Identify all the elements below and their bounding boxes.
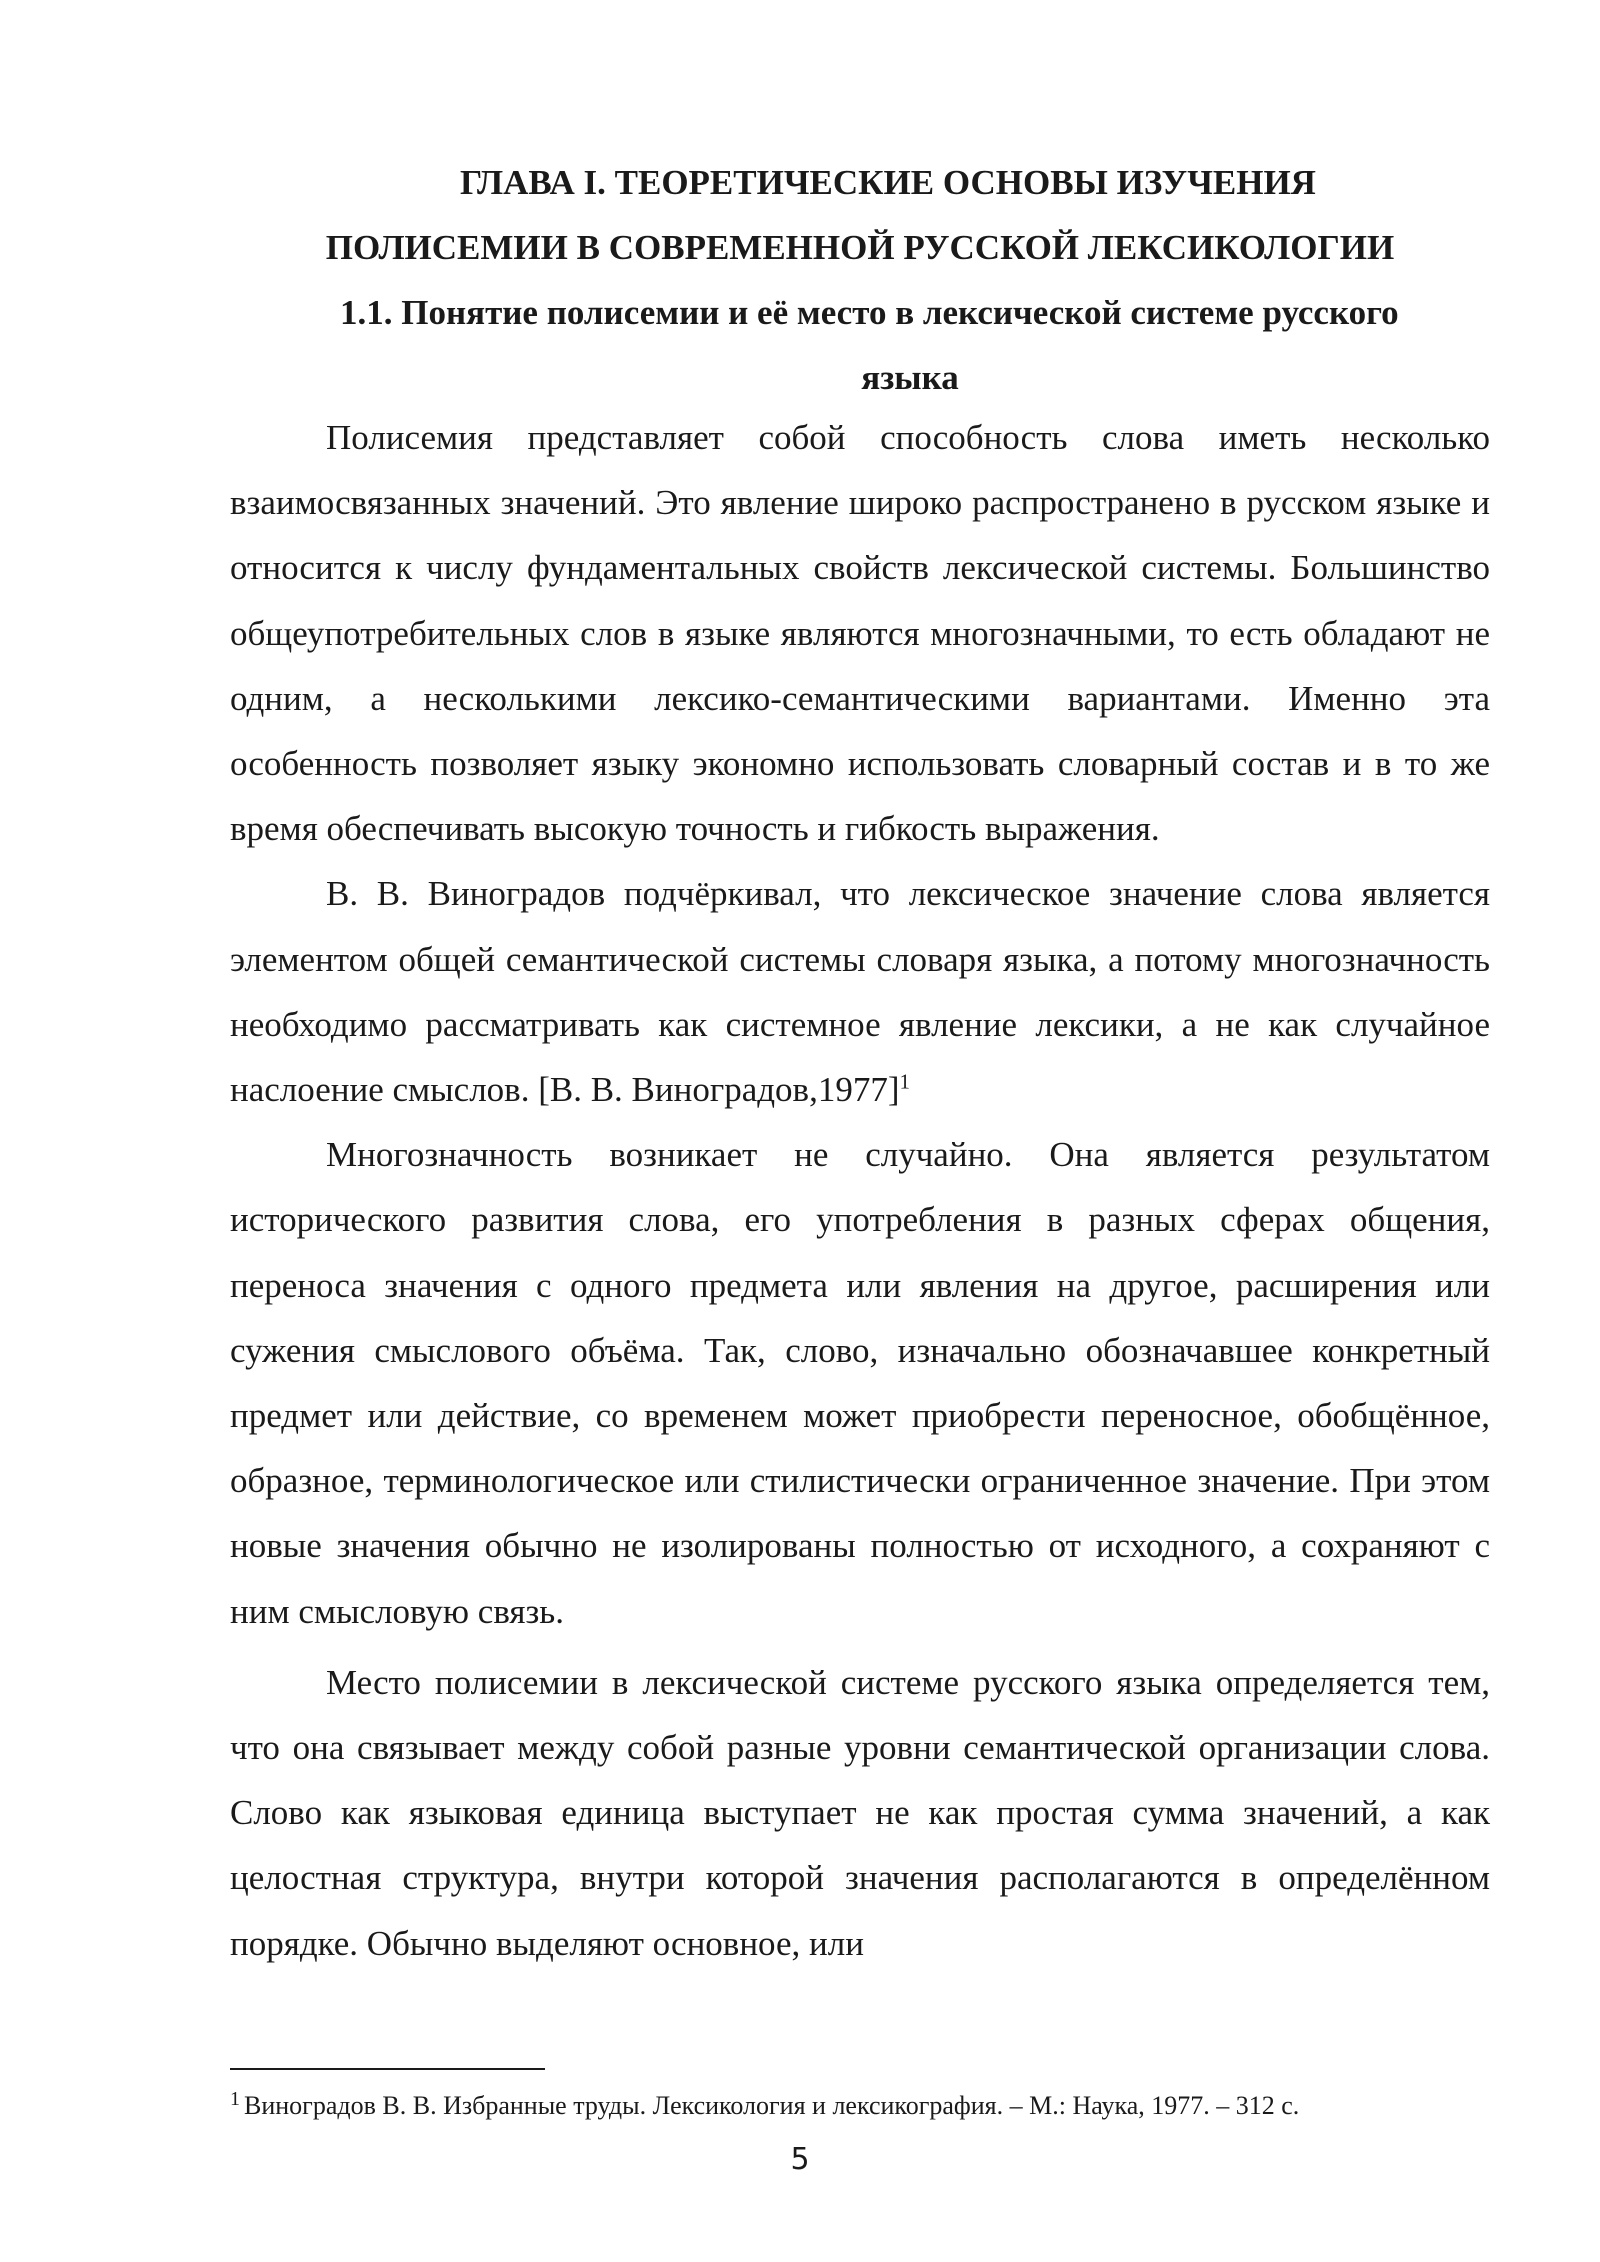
footnote (230, 2082, 1490, 2123)
footnote-reference[interactable]: 1 (899, 1069, 910, 1094)
chapter-title-line-2: ПОЛИСЕМИИ В СОВРЕМЕННОЙ РУССКОЙ ЛЕКСИКОЛОГИИ (325, 228, 1395, 267)
paragraph-2 (230, 861, 1490, 1122)
section-title-line-2: языка (861, 358, 959, 397)
page-number: 5 (790, 2142, 810, 2177)
section-title (230, 280, 1490, 410)
chapter-title (230, 150, 1490, 280)
paragraph-4: Место полисемии в лексической системе русского языка определяется тем, что она связывает между собой разные уровни семантической организации слова. Слово как языковая единица выступает не как простая сумма значений, а как целостная структура, внутри которой значения располагаются в определённом порядке. Обычно выделяют основное, или (230, 1662, 1490, 1963)
footnote-separator (230, 2068, 545, 2070)
footnote-text: Виноградов В. В. Избранные труды. Лексикология и лексикография. – М.: Наука, 1977. – 312 с. (244, 2091, 1300, 2120)
footnote-number: 1 (230, 2088, 240, 2110)
paragraph-2-text: В. В. Виноградов подчёркивал, что лексическое значение слова является элементом общей семантической системы словаря языка, а потому многозначность необходимо рассматривать как системное явление лексики, а не как случайное наслоение смыслов. [В. В. Виноградов,1977] (230, 874, 1490, 1110)
chapter-title-line-1: ГЛАВА I. ТЕОРЕТИЧЕСКИЕ ОСНОВЫ ИЗУЧЕНИЯ (460, 163, 1316, 202)
paragraph-3: Многозначность возникает не случайно. Она является результатом исторического развития слова, его употребления в разных сферах общения, переноса значения с одного предмета или явления на другое, расширения или сужения смыслового объёма. Так, слово, изначально обозначавшее конкретный предмет или действие, со временем может приобрести переносное, обобщённое, образное, терминологическое или стилистически ограниченное значение. При этом новые значения обычно не изолированы полностью от исходного, а сохраняют с ним смысловую связь. (230, 1135, 1490, 1631)
section-title-line-1: 1.1. Понятие полисемии и её место в лексической системе русского (340, 293, 1399, 332)
body-text (230, 405, 1490, 1976)
paragraph-1: Полисемия представляет собой способность слова иметь несколько взаимосвязанных значений. Это явление широко распространено в русском языке и относится к числу фундаментальных свойств лексической системы. Большинство общеупотребительных слов в языке являются многозначными, то есть обладают не одним, а несколькими лексико-семантическими вариантами. Именно эта особенность позволяет языку экономно использовать словарный состав и в то же время обеспечивать высокую точность и гибкость выражения. (230, 418, 1490, 849)
